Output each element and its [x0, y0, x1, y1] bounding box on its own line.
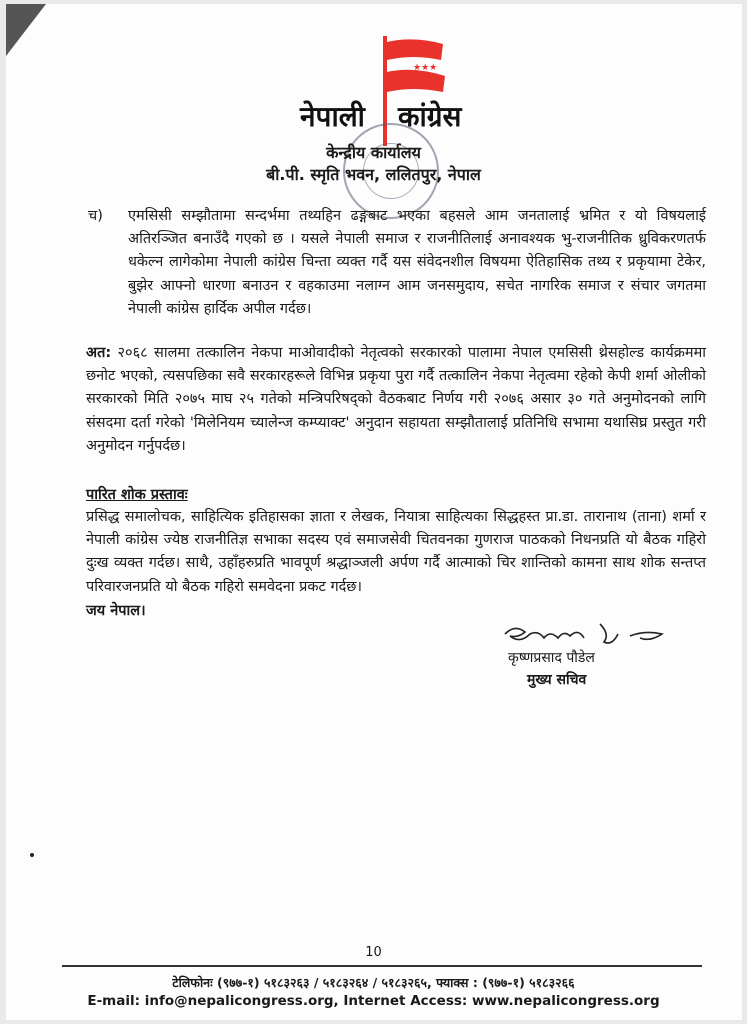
conclusion-lead: अत: — [86, 345, 112, 361]
office-address: बी.पी. स्मृति भवन, ललितपुर, नेपाल — [266, 165, 481, 184]
item-paragraph: एमसिसी सम्झौतामा सन्दर्भमा तथ्यहिन ढङ्गबाट भएका बहसले आम जनतालाई भ्रमित र यो विषयलाई अतिरञ्जित बनाउँदै गएको छ । यसले नेपाली समाज र राजनीतिलाई अनावश्यक भु-राजनीतिक ध्रुविकरणतर्फ धकेल्न लागेकोमा नेपाली कांग्रेस चिन्ता व्यक्त गर्दै यस संवेदनशील विषयमा ऐतिहासिक तथ्य र प्रकृयामा टेकेर, बुझेर आफ्नो धारणा बनाउन र वहकाउमा नलाग्न आम जनसमुदाय, सचेत नागरिक समाज र संचार जगतमा नेपाली कांग्रेस हार्दिक अपील गर्दछ। — [128, 208, 706, 317]
org-name-left: नेपाली — [300, 100, 365, 133]
closing: जय नेपाल। — [86, 603, 146, 619]
condolence-paragraph: प्रसिद्ध समालोचक, साहित्यिक इतिहासका ज्ञाता र लेखक, नियात्रा साहित्यका सिद्धहस्त प्रा.डा. तारानाथ (ताना) शर्मा र नेपाली कांग्रेस ज्येष्ठ राजनीतिज्ञ सभाका सदस्य एवं समाजसेवी चितवनका गुणराज पाठकको निधनप्रति यो बैठक गहिरो दुःख व्यक्त गर्दछ। साथै, उहाँहरुप्रति भावपूर्ण श्रद्धाञ्जली अर्पण गर्दै आत्माको चिर शान्तिको कामना साथ शोक सन्तप्त परिवारजनप्रति यो बैठक गहिरो समवेदना प्रकट गर्दछ। — [86, 509, 706, 595]
condolence-heading: पारित शोक प्रस्तावः — [86, 487, 188, 503]
page-number: 10 — [365, 945, 382, 960]
svg-text:★★★: ★★★ — [413, 63, 438, 73]
office-name: केन्द्रीय कार्यालय — [326, 143, 421, 162]
conclusion-text: २०६८ सालमा तत्कालिन नेकपा माओवादीको नेतृत्वको सरकारको पालामा नेपाल एमसिसी थ्रेसहोल्ड कार्यक्रममा छनोट भएको, त्यसपछिका सवै सरकारहरूले विभिन्न प्रकृया पुरा गर्दै तत्कालिन नेकपा नेतृत्वमा रहेको केपी शर्मा ओलीको सरकारको मिति २०७५ माघ २५ गतेको मन्त्रिपरिषद्को वैठकबाट निर्णय गरी २०७६ असार ३० गते अनुमोदनको लागि संसदमा दर्ता गरेको 'मिलेनियम च्यालेन्ज कम्प्याक्ट' अनुदान सहायता सम्झौतालाई प्रतिनिधि सभामा यथासिघ्र प्रस्तुत गरी अनुमोदन गर्नुपर्दछ। — [86, 345, 706, 454]
conclusion-paragraph — [86, 342, 706, 458]
footer-phone: टेलिफोनः (९७७-१) ५१८३२६३ / ५१८३२६४ / ५१८३२६५, फ्याक्स : (९७७-१) ५१८३२६६ — [172, 975, 575, 990]
signatory-name: कृष्णप्रसाद पौडेल — [508, 650, 595, 666]
signatory-title: मुख्य सचिव — [527, 672, 587, 688]
footer-contact: E-mail: info@nepalicongress.org, Internet Access: www.nepalicongress.org — [87, 993, 660, 1009]
letterhead — [0, 0, 747, 200]
scan-speck — [30, 853, 34, 857]
org-name-right: कांग्रेस — [398, 100, 462, 133]
footer-divider — [62, 965, 702, 967]
item-label: च) — [88, 208, 103, 224]
